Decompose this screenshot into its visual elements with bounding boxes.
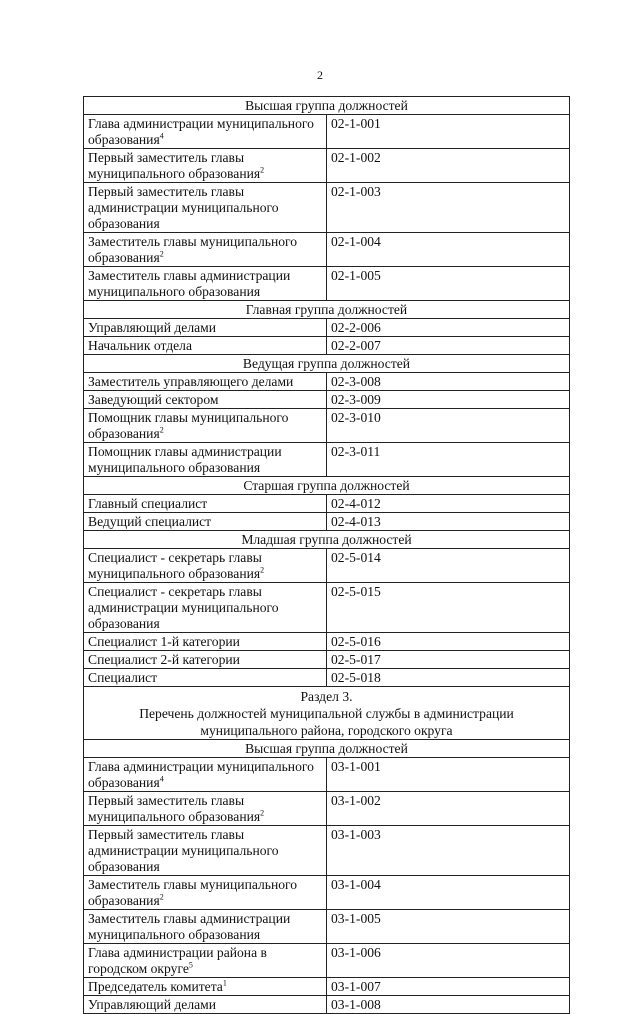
position-code: 03-1-008 (327, 996, 570, 1014)
table-row (84, 549, 570, 583)
table-row (84, 669, 570, 687)
position-code: 02-2-006 (327, 319, 570, 337)
position-name: Начальник отдела (88, 338, 192, 353)
footnote-marker: 2 (159, 249, 164, 259)
group-header-row (84, 301, 570, 319)
position-name: Специалист - секретарь главы муниципального образования (88, 550, 262, 581)
position-name: Заместитель управляющего делами (88, 374, 294, 389)
footnote-marker: 2 (260, 808, 265, 818)
position-name: Специалист - секретарь главы администрации муниципального образования (88, 584, 279, 631)
footnote-marker: 2 (260, 565, 265, 575)
position-name-cell (84, 996, 327, 1014)
position-name: Заместитель главы муниципального образования (88, 877, 298, 908)
position-name-cell (84, 978, 327, 996)
table-row (84, 633, 570, 651)
position-name-cell (84, 792, 327, 826)
position-name-cell (84, 183, 327, 233)
position-name: Помощник главы муниципального образования (88, 410, 289, 441)
position-code: 02-4-012 (327, 495, 570, 513)
position-name-cell (84, 443, 327, 477)
position-name-cell (84, 549, 327, 583)
table-row (84, 876, 570, 910)
position-name: Глава администрации района в городском округе (88, 945, 267, 976)
position-code: 02-4-013 (327, 513, 570, 531)
group-header-row (84, 477, 570, 495)
position-name-cell (84, 651, 327, 669)
position-code: 03-1-002 (327, 792, 570, 826)
table-row (84, 319, 570, 337)
position-name-cell (84, 233, 327, 267)
table-row (84, 826, 570, 876)
position-name: Первый заместитель главы администрации муниципального образования (88, 184, 279, 231)
table-row (84, 373, 570, 391)
position-name-cell (84, 373, 327, 391)
position-code: 03-1-003 (327, 826, 570, 876)
footnote-marker: 1 (222, 978, 227, 988)
position-name: Председатель комитета (88, 979, 223, 994)
section-3-heading-body (84, 687, 570, 740)
section-2-body (84, 97, 570, 687)
position-code: 02-5-016 (327, 633, 570, 651)
group-header-row (84, 355, 570, 373)
position-code: 02-5-018 (327, 669, 570, 687)
group-header-row (84, 740, 570, 758)
table-row (84, 183, 570, 233)
position-name: Специалист 2-й категории (88, 652, 240, 667)
position-code: 02-1-005 (327, 267, 570, 301)
footnote-marker: 2 (260, 165, 265, 175)
position-name-cell (84, 267, 327, 301)
position-name: Помощник главы администрации муниципального образования (88, 444, 282, 475)
position-name: Заведующий сектором (88, 392, 219, 407)
position-code: 03-1-004 (327, 876, 570, 910)
table-row (84, 996, 570, 1014)
footnote-marker: 2 (159, 425, 164, 435)
group-header: Старшая группа должностей (84, 477, 570, 495)
position-name-cell (84, 149, 327, 183)
position-name: Специалист (88, 670, 158, 685)
position-name-cell (84, 910, 327, 944)
position-code: 02-1-003 (327, 183, 570, 233)
group-header-row (84, 531, 570, 549)
position-code: 03-1-006 (327, 944, 570, 978)
position-name: Главный специалист (88, 496, 208, 511)
position-name-cell (84, 513, 327, 531)
footnote-marker: 2 (159, 892, 164, 902)
position-name-cell (84, 495, 327, 513)
section-3-heading-row (84, 687, 570, 740)
footnote-marker: 5 (188, 960, 193, 970)
position-name-cell (84, 337, 327, 355)
position-code: 02-5-014 (327, 549, 570, 583)
position-code: 02-3-009 (327, 391, 570, 409)
position-code: 02-2-007 (327, 337, 570, 355)
table-row (84, 409, 570, 443)
position-code: 02-1-002 (327, 149, 570, 183)
group-header: Главная группа должностей (84, 301, 570, 319)
position-code: 02-3-010 (327, 409, 570, 443)
section-3-body (84, 740, 570, 1014)
position-code: 03-1-005 (327, 910, 570, 944)
table-row (84, 391, 570, 409)
position-name-cell (84, 826, 327, 876)
position-name: Управляющий делами (88, 997, 217, 1012)
section-3-title: Раздел 3. (300, 689, 353, 704)
table-row (84, 267, 570, 301)
table-row (84, 513, 570, 531)
position-code: 02-5-017 (327, 651, 570, 669)
position-name: Ведущий специалист (88, 514, 212, 529)
table-row (84, 758, 570, 792)
position-name-cell (84, 319, 327, 337)
group-header: Младшая группа должностей (84, 531, 570, 549)
positions-table (83, 96, 570, 1014)
position-name-cell (84, 876, 327, 910)
page-number: 2 (317, 68, 323, 82)
table-row (84, 651, 570, 669)
position-name-cell (84, 669, 327, 687)
group-header: Высшая группа должностей (84, 97, 570, 115)
position-code: 02-1-004 (327, 233, 570, 267)
section-3-subtitle-line-1: Перечень должностей муниципальной службы в администрации (139, 706, 514, 721)
table-row (84, 792, 570, 826)
table-row (84, 149, 570, 183)
group-header-row (84, 97, 570, 115)
position-code: 03-1-001 (327, 758, 570, 792)
table-row (84, 583, 570, 633)
position-name-cell (84, 944, 327, 978)
position-name: Заместитель главы администрации муниципального образования (88, 268, 291, 299)
position-name: Заместитель главы муниципального образования (88, 234, 298, 265)
section-3-heading (84, 687, 570, 740)
group-header: Высшая группа должностей (84, 740, 570, 758)
table-row (84, 337, 570, 355)
footnote-marker: 4 (159, 774, 164, 784)
position-name-cell (84, 391, 327, 409)
position-name-cell (84, 115, 327, 149)
position-name-cell (84, 633, 327, 651)
table-row (84, 115, 570, 149)
table-row (84, 978, 570, 996)
group-header: Ведущая группа должностей (84, 355, 570, 373)
position-name: Управляющий делами (88, 320, 217, 335)
table-row (84, 910, 570, 944)
position-code: 02-3-008 (327, 373, 570, 391)
footnote-marker: 4 (159, 131, 164, 141)
position-code: 03-1-007 (327, 978, 570, 996)
position-name: Первый заместитель главы администрации муниципального образования (88, 827, 279, 874)
position-code: 02-1-001 (327, 115, 570, 149)
position-name: Заместитель главы администрации муниципального образования (88, 911, 291, 942)
position-name: Первый заместитель главы муниципального образования (88, 150, 261, 181)
position-name: Первый заместитель главы муниципального образования (88, 793, 261, 824)
table-row (84, 443, 570, 477)
position-name-cell (84, 409, 327, 443)
table-row (84, 495, 570, 513)
position-name: Глава администрации муниципального образования (88, 759, 314, 790)
position-name-cell (84, 583, 327, 633)
position-name: Глава администрации муниципального образования (88, 116, 314, 147)
position-code: 02-5-015 (327, 583, 570, 633)
table-row (84, 233, 570, 267)
table-row (84, 944, 570, 978)
position-name: Специалист 1-й категории (88, 634, 240, 649)
position-code: 02-3-011 (327, 443, 570, 477)
section-3-subtitle-line-2: муниципального района, городского округа (200, 723, 453, 738)
position-name-cell (84, 758, 327, 792)
